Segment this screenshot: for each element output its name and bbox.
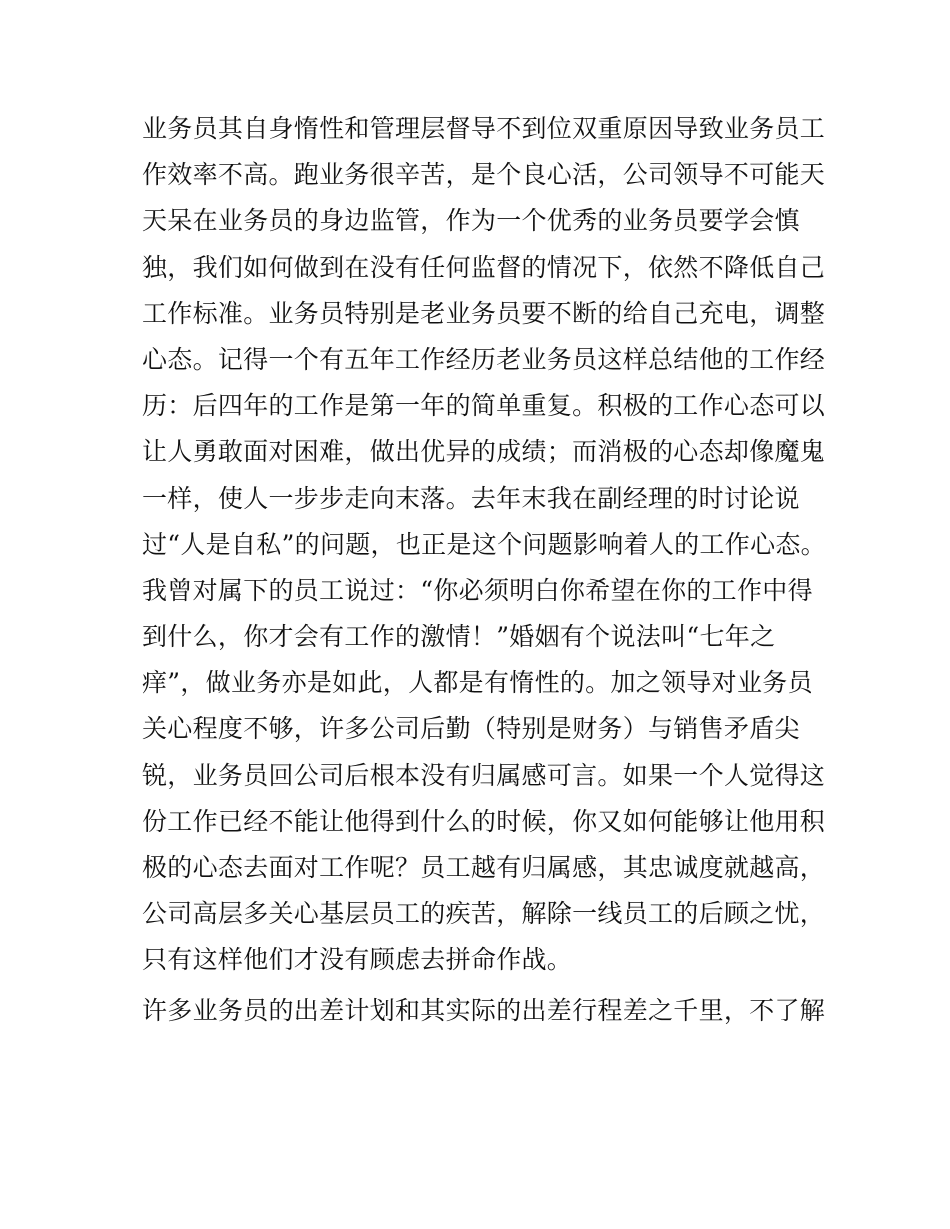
text-line: 独，我们如何做到在没有任何监督的情况下，依然不降低自己 (142, 252, 826, 282)
text-line: 过“人是自私”的问题，也正是这个问题影响着人的工作心态。 (142, 529, 826, 559)
text-line: 业务员其自身惰性和管理层督导不到位双重原因导致业务员工 (142, 114, 826, 143)
text-line: 历：后四年的工作是第一年的简单重复。积极的工作心态可以 (142, 391, 826, 421)
text-line: 让人勇敢面对困难，做出优异的成绩；而消极的心态却像魔鬼 (142, 437, 826, 467)
text-line: 锐，业务员回公司后根本没有归属感可言。如果一个人觉得这 (142, 760, 826, 790)
text-line: 份工作已经不能让他得到什么的时候，你又如何能够让他用积 (142, 806, 826, 836)
body-text (142, 106, 826, 1034)
text-line: 极的心态去面对工作呢？员工越有归属感，其忠诚度就越高， (142, 853, 826, 882)
text-line: 痒”，做业务亦是如此，人都是有惰性的。加之领导对业务员 (142, 668, 813, 698)
text-line: 公司高层多关心基层员工的疾苦，解除一线员工的后顾之忧， (142, 899, 826, 929)
text-line: 只有这样他们才没有顾虑去拼命作战。 (142, 945, 573, 975)
text-line: 天呆在业务员的身边监管，作为一个优秀的业务员要学会慎 (142, 206, 800, 236)
text-line: 心态。记得一个有五年工作经历老业务员这样总结他的工作经 (142, 344, 826, 374)
text-line: 我曾对属下的员工说过：“你必须明白你希望在你的工作中得 (142, 575, 813, 605)
text-line: 工作标准。业务员特别是老业务员要不断的给自己充电，调整 (142, 298, 826, 328)
paragraph (142, 106, 826, 984)
text-line: 到什么，你才会有工作的激情！”婚姻有个说法叫“七年之 (142, 622, 776, 652)
text-line: 作效率不高。跑业务很辛苦，是个良心活，公司领导不可能天 (142, 160, 826, 190)
text-line: 许多业务员的出差计划和其实际的出差行程差之千里，不了解 (142, 995, 826, 1025)
text-line: 关心程度不够，许多公司后勤（特别是财务）与销售矛盾尖 (142, 714, 800, 744)
text-line: 一样，使人一步步走向末落。去年末我在副经理的时讨论说 (142, 483, 800, 513)
paragraph (142, 988, 826, 1034)
